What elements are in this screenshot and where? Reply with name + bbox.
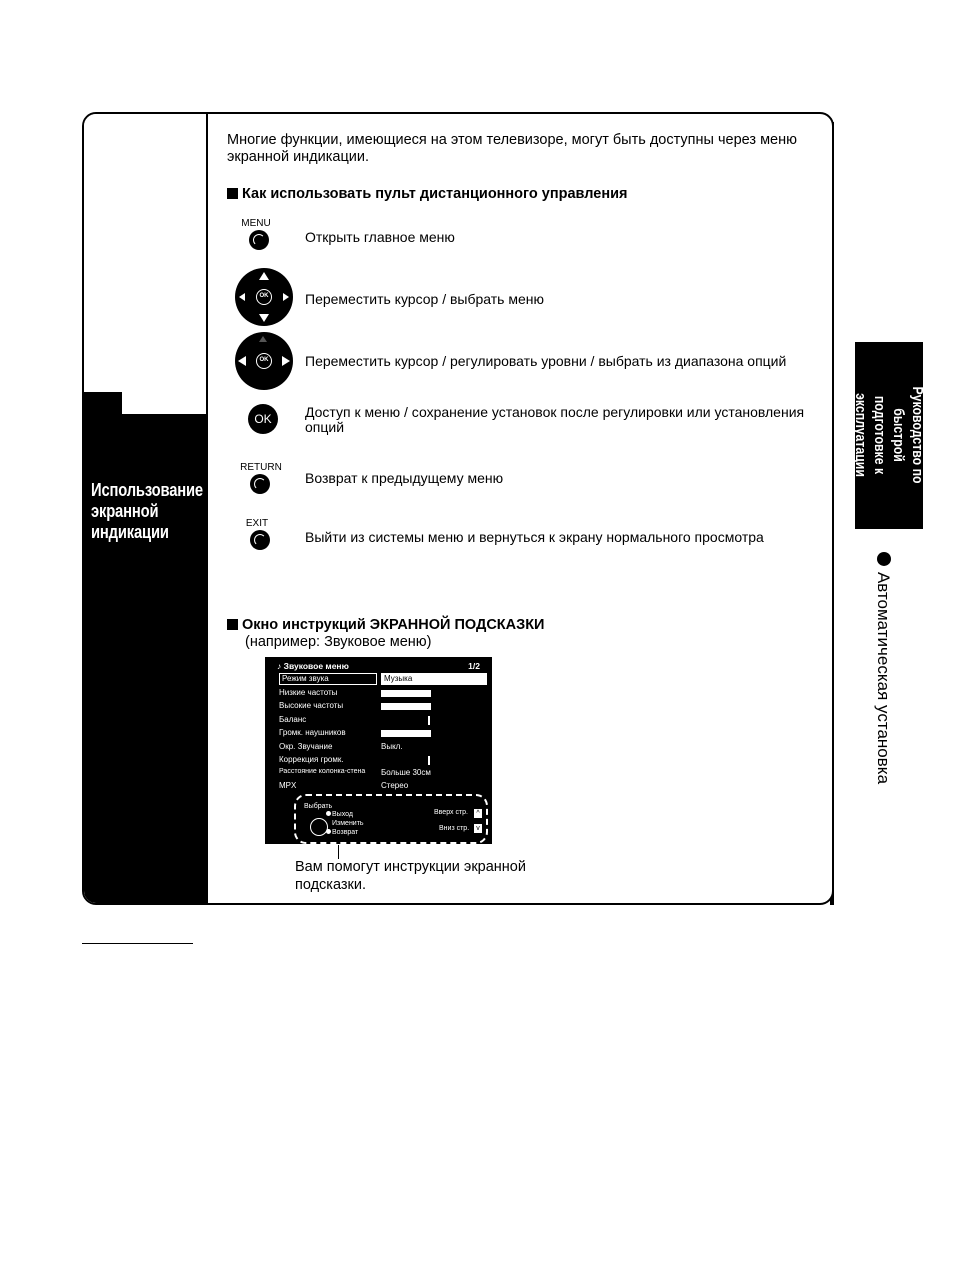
level-marker xyxy=(428,756,430,765)
intro-paragraph: Многие функции, имеющиеся на этом телевизоре, могут быть доступны через меню экранной индикации. xyxy=(227,132,797,165)
arrow-left-icon xyxy=(239,293,245,301)
tv-row-label: MPX xyxy=(279,781,297,790)
remote-row-text: Переместить курсор / выбрать меню xyxy=(305,291,544,307)
help-subheading: (например: Звуковое меню) xyxy=(245,634,432,650)
section-title-line: Использование xyxy=(91,480,203,500)
ok-center-icon: OK xyxy=(256,353,272,369)
level-bar xyxy=(381,730,431,737)
help-page-up: Вверх стр. xyxy=(434,809,469,816)
tv-menu-row xyxy=(279,728,487,740)
side-tab-line: Руководство по быстрой xyxy=(890,386,926,484)
tv-row-label: Расстояние колонка-стена xyxy=(279,768,366,775)
tv-menu-row xyxy=(279,674,487,686)
exit-button-icon xyxy=(245,518,295,552)
square-bullet-icon xyxy=(227,619,238,630)
section-title-line: экранной xyxy=(91,501,159,521)
tv-row-label: Режим звука xyxy=(279,673,377,685)
return-button-label: RETURN xyxy=(240,462,282,473)
ok-center-icon: OK xyxy=(256,289,272,305)
help-select: Выбрать xyxy=(304,803,333,810)
vertical-section-label xyxy=(873,552,893,784)
tv-row-label: Баланс xyxy=(279,715,307,724)
arrow-up-icon xyxy=(259,336,267,342)
tv-menu-row xyxy=(279,688,487,700)
tv-row-value: Больше 30см xyxy=(381,768,431,777)
ok-button-icon: OK xyxy=(248,404,278,434)
content-area xyxy=(227,114,832,903)
tv-menu-row xyxy=(279,742,487,754)
arrow-right-icon xyxy=(283,293,289,301)
side-black-block xyxy=(84,392,206,903)
tv-menu-row xyxy=(279,715,487,727)
help-back-text: Возврат xyxy=(332,829,359,836)
help-callout: Вам помогут инструкции экранной подсказки. xyxy=(295,859,526,893)
help-exit xyxy=(326,811,353,818)
help-window xyxy=(294,794,488,844)
remote-section-heading xyxy=(227,186,627,202)
help-back xyxy=(326,829,358,836)
arrow-left-icon xyxy=(238,356,246,366)
tv-row-label: Высокие частоты xyxy=(279,701,344,710)
tv-menu-screenshot xyxy=(265,657,492,844)
balance-marker xyxy=(428,716,430,725)
menu-button-icon xyxy=(241,218,295,252)
remote-row-text: Выйти из системы меню и вернуться к экрану нормального просмотра xyxy=(305,529,764,545)
side-tab-line: подготовке к эксплуатации xyxy=(852,393,888,477)
level-bar xyxy=(381,703,431,710)
navigation-pad-icon xyxy=(235,268,293,326)
tv-menu-page: 1/2 xyxy=(468,661,480,671)
tv-row-value: Выкл. xyxy=(381,742,403,751)
return-round-icon xyxy=(250,474,270,494)
section-title-line: индикации xyxy=(91,522,169,542)
remote-row-text: Открыть главное меню xyxy=(305,229,455,245)
dot-icon xyxy=(326,829,331,834)
navigation-pad-lr-icon xyxy=(235,332,293,390)
tv-menu-header xyxy=(277,661,480,671)
dot-icon xyxy=(326,811,331,816)
help-exit-text: Выход xyxy=(332,811,353,818)
page-up-icon: ^ xyxy=(474,809,482,818)
tv-row-value: Стерео xyxy=(381,781,409,790)
help-change: Изменить xyxy=(332,820,364,827)
side-tab-text xyxy=(851,342,927,529)
level-bar xyxy=(381,690,431,697)
tv-menu-row xyxy=(279,701,487,713)
tv-row-value: Музыка xyxy=(381,673,487,685)
footer-rule xyxy=(82,943,193,944)
tv-menu-title: Звуковое меню xyxy=(283,661,349,671)
music-note-icon: ♪ xyxy=(277,661,284,671)
remote-row-text: Возврат к предыдущему меню xyxy=(305,470,504,486)
arrow-down-icon xyxy=(259,314,269,322)
tv-row-label: Громк. наушников xyxy=(279,728,346,737)
help-section-heading xyxy=(227,617,544,633)
remote-heading-text: Как использовать пульт дистанционного управления xyxy=(242,186,628,202)
callout-line xyxy=(338,845,339,859)
help-page-down: Вниз стр. xyxy=(439,825,470,832)
section-title xyxy=(91,480,203,543)
remote-row-text: Доступ к меню / сохранение установок после регулировки или установления опций xyxy=(305,404,805,435)
side-column xyxy=(84,114,208,903)
bullet-icon xyxy=(877,552,891,566)
remote-row-text: Переместить курсор / регулировать уровни / выбрать из диапазона опций xyxy=(305,353,787,369)
side-notch xyxy=(122,392,206,414)
menu-button-label: MENU xyxy=(241,218,271,229)
return-button-icon xyxy=(240,462,295,496)
arrow-up-icon xyxy=(259,272,269,280)
exit-button-label: EXIT xyxy=(245,518,269,529)
menu-round-icon xyxy=(249,230,269,250)
help-heading-text: Окно инструкций ЭКРАННОЙ ПОДСКАЗКИ xyxy=(242,617,545,633)
tv-menu-row xyxy=(279,768,487,780)
exit-round-icon xyxy=(250,530,270,550)
tv-row-label: Коррекция громк. xyxy=(279,755,344,764)
square-bullet-icon xyxy=(227,188,238,199)
tv-row-label: Окр. Звучание xyxy=(279,742,333,751)
instruction-panel xyxy=(82,112,834,905)
tv-menu-row xyxy=(279,781,487,793)
tv-menu-row xyxy=(279,755,487,767)
arrow-right-icon xyxy=(282,356,290,366)
vertical-label-text: Автоматическая установка xyxy=(874,571,893,785)
tv-row-label: Низкие частоты xyxy=(279,688,338,697)
page-down-icon: v xyxy=(474,824,482,833)
